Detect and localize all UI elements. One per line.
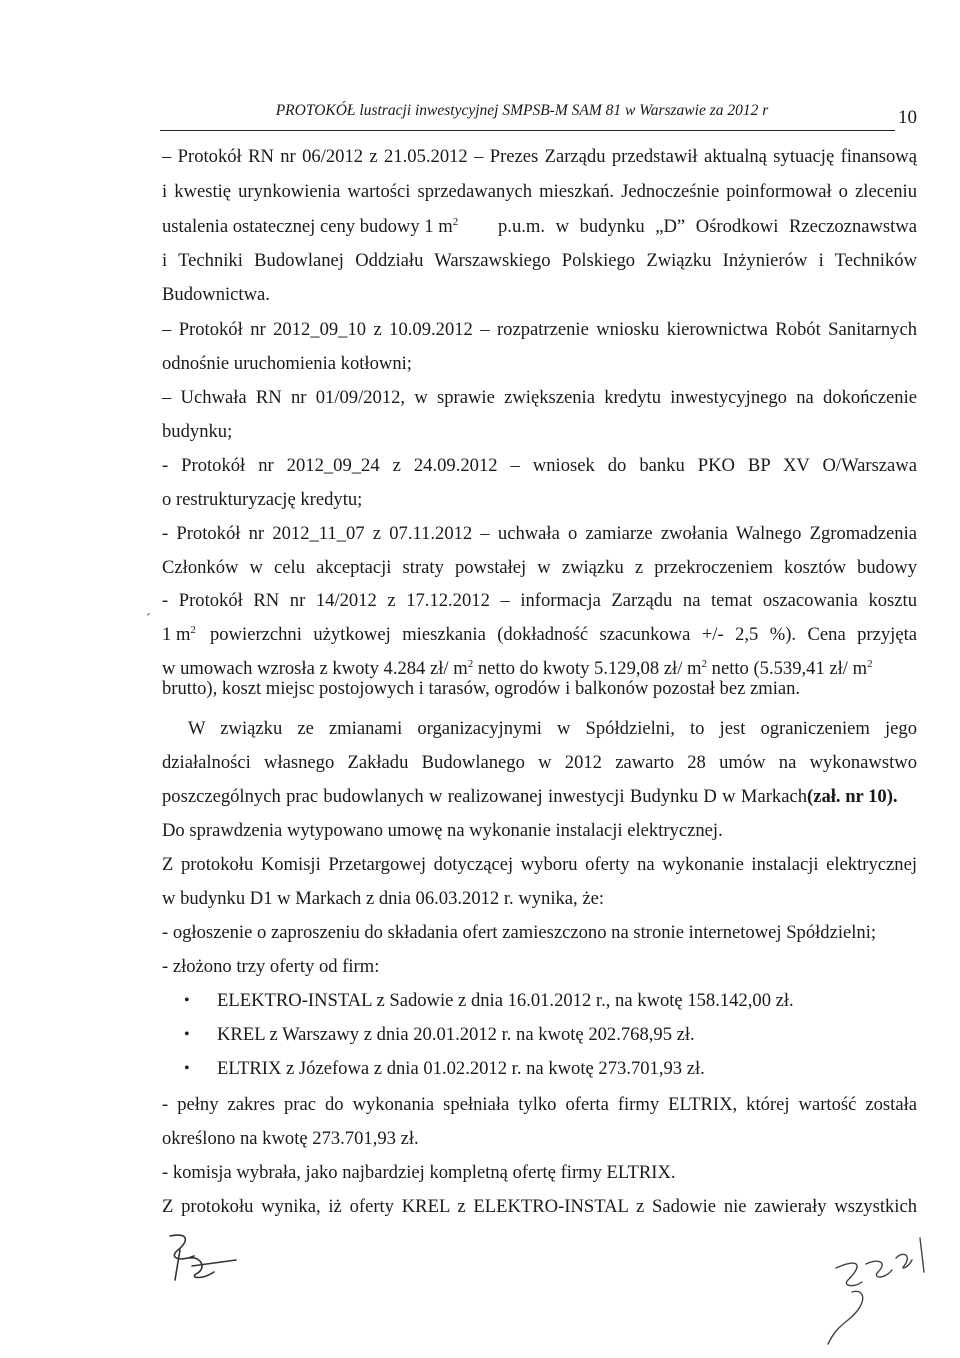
text-line-15-b: powierzchni użytkowej mieszkania (dokładność szacunkowa +/- 2,5 %). Cena przyjęta	[210, 624, 917, 645]
text-line-16-a: w umowach wzrosła z kwoty 4.284 zł/ m	[162, 658, 468, 679]
text-line-12: - Protokół nr 2012_11_07 z 07.11.2012 – uchwała o zamiarze zwołania Walnego Zgromadzenia	[162, 523, 917, 544]
bullet: •	[184, 992, 190, 1009]
superscript-2: 2	[452, 216, 459, 228]
text-line-17: brutto), koszt miejsc postojowych i tarasów, ogrodów i balkonów pozostał bez zmian.	[162, 678, 801, 699]
text-line-27: określono na kwotę 273.701,93 zł.	[162, 1128, 419, 1149]
offer-item: KREL z Warszawy z dnia 20.01.2012 r. na kwotę 202.768,95 zł.	[217, 1024, 695, 1045]
page-number: 10	[898, 107, 917, 128]
text-line-5: Budownictwa.	[162, 284, 270, 305]
text-line-26: - pełny zakres prac do wykonania spełniała tylko oferta firmy ELTRIX, której wartość została	[162, 1094, 917, 1115]
text-line-15	[162, 623, 917, 647]
text-line-13: Członków w celu akceptacji straty powstałej w związku z przekroczeniem kosztów budowy	[162, 557, 917, 578]
offer-item: ELTRIX z Józefowa z dnia 01.02.2012 r. na kwotę 273.701,93 zł.	[217, 1058, 705, 1079]
text-line-2: i kwestię urynkowienia wartości sprzedawanych mieszkań. Jednocześnie poinformował o zleceniu	[162, 181, 917, 202]
text-line-14: - Protokół RN nr 14/2012 z 17.12.2012 – informacja Zarządu na temat oszacowania kosztu	[162, 590, 917, 611]
text-line-22: Z protokołu Komisji Przetargowej dotyczącej wyboru oferty na wykonanie instalacji elektrycznej	[162, 854, 917, 875]
text-line-8: – Uchwała RN nr 01/09/2012, w sprawie zwiększenia kredytu inwestycyjnego na dokończenie	[162, 387, 917, 408]
superscript-2: 2	[701, 658, 707, 670]
header-rule	[160, 130, 895, 131]
text-line-18: W związku ze zmianami organizacyjnymi w Spółdzielni, to jest ograniczeniem jego	[188, 718, 917, 739]
text-line-21: Do sprawdzenia wytypowano umowę na wykonanie instalacji elektrycznej.	[162, 820, 723, 841]
margin-mark: ´	[146, 612, 151, 627]
text-line-23: w budynku D1 w Markach z dnia 06.03.2012 r. wynika, że:	[162, 888, 605, 909]
text-line-3-b: p.u.m. w budynku „D” Ośrodkowi Rzeczoznawstwa	[498, 216, 917, 237]
text-line-11: o restrukturyzację kredytu;	[162, 489, 363, 510]
text-line-7: odnośnie uruchomienia kotłowni;	[162, 353, 412, 374]
text-line-10: - Protokół nr 2012_09_24 z 24.09.2012 – wniosek do banku PKO BP XV O/Warszawa	[162, 455, 917, 476]
attachment-ref: (zał. nr 10).	[807, 786, 898, 807]
text-line-1: – Protokół RN nr 06/2012 z 21.05.2012 – Prezes Zarządu przedstawił aktualną sytuację finansową	[162, 146, 917, 167]
text-line-6: – Protokół nr 2012_09_10 z 10.09.2012 – rozpatrzenie wniosku kierownictwa Robót Sanitarnych	[162, 319, 917, 340]
text-line-24: - ogłoszenie o zaproszeniu do składania ofert zamieszczono na stronie internetowej Spółdzielni;	[162, 922, 877, 943]
text-line-19: działalności własnego Zakładu Budowlanego w 2012 zawarto 28 umów na wykonawstwo	[162, 752, 917, 773]
offer-item: ELEKTRO-INSTAL z Sadowie z dnia 16.01.2012 r., na kwotę 158.142,00 zł.	[217, 990, 794, 1011]
text-line-9: budynku;	[162, 421, 233, 442]
text-line-3	[162, 215, 917, 239]
text-line-20-a: poszczególnych prac budowlanych w realizowanej inwestycji Budynku D w Markach	[162, 786, 807, 807]
handwritten-signature-right	[808, 1228, 938, 1358]
text-line-3-a: ustalenia ostatecznej ceny budowy 1 m	[162, 216, 453, 237]
text-line-4: i Techniki Budowlanej Oddziału Warszawskiego Polskiego Związku Inżynierów i Techników	[162, 250, 917, 271]
text-line-28: - komisja wybrała, jako najbardziej kompletną ofertę firmy ELTRIX.	[162, 1162, 676, 1183]
bullet: •	[184, 1026, 190, 1043]
superscript-2: 2	[467, 658, 474, 670]
handwritten-initials-left	[150, 1228, 250, 1288]
text-line-29: Z protokołu wynika, iż oferty KREL z ELEKTRO-INSTAL z Sadowie nie zawierały wszystkich	[162, 1196, 917, 1217]
text-line-16-c: netto (5.539,41 zł/ m	[711, 658, 868, 679]
text-line-20	[162, 785, 917, 809]
text-line-15-a: 1 m	[162, 624, 191, 645]
page-header-title: PROTOKÓŁ lustracji inwestycyjnej SMPSB-M SAM 81 w Warszawie za 2012 r	[275, 102, 769, 119]
superscript-2: 2	[190, 624, 196, 636]
text-line-25: - złożono trzy oferty od firm:	[162, 956, 380, 977]
superscript-2: 2	[867, 658, 873, 670]
bullet: •	[184, 1060, 190, 1077]
text-line-16-b: netto do kwoty 5.129,08 zł/ m	[477, 658, 702, 679]
